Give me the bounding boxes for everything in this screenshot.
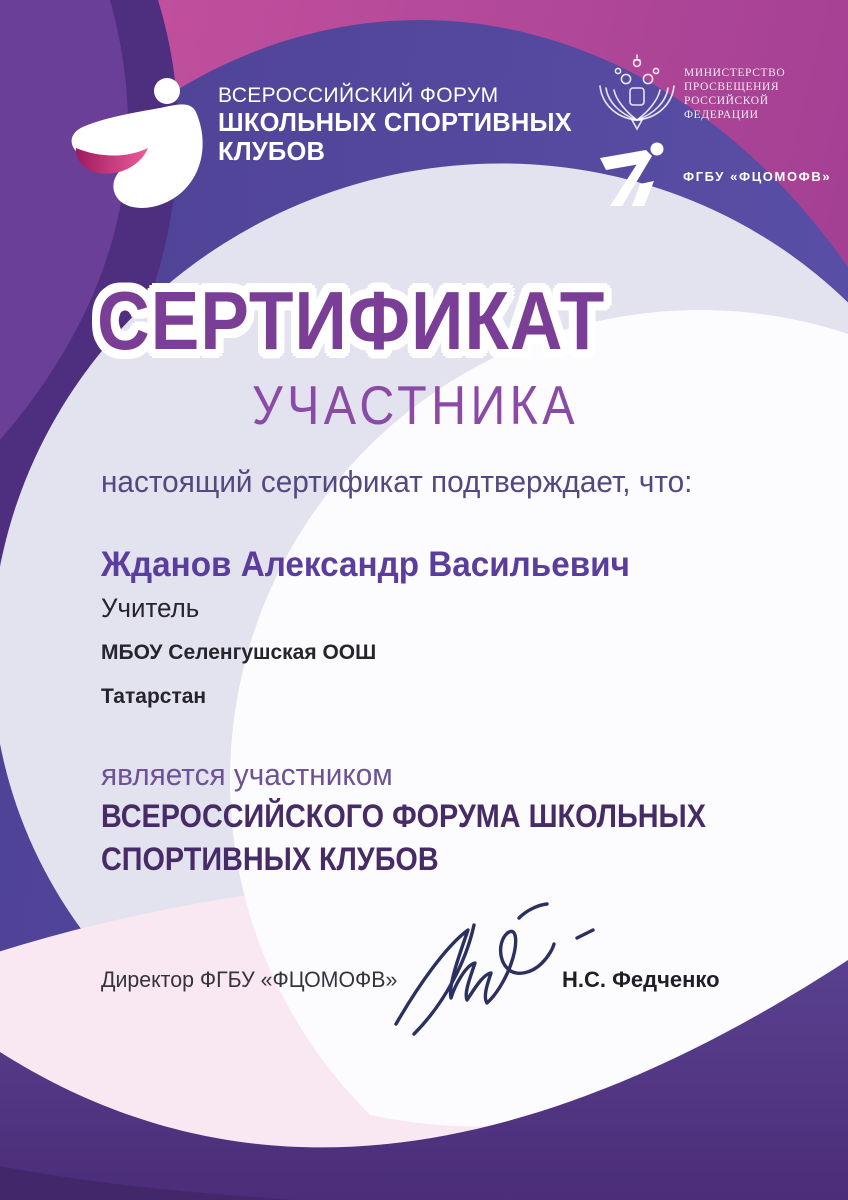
event-name-line2: СПОРТИВНЫХ КЛУБОВ	[101, 841, 439, 877]
fcomofv-label: ФГБУ «ФЦОМОФВ»	[683, 169, 832, 184]
forum-logo-line1: ВСЕРОССИЙСКИЙ ФОРУМ	[218, 84, 499, 107]
participation-lead: является участником	[101, 757, 393, 792]
ministry-line3: РОССИЙСКОЙ	[684, 95, 769, 107]
signer-name: Н.С. Федченко	[562, 967, 720, 992]
forum-logo-line3: КЛУБОВ	[218, 138, 326, 166]
certificate-subtitle: УЧАСТНИКА	[252, 374, 579, 436]
event-name-line1: ВСЕРОССИЙСКОГО ФОРУМА ШКОЛЬНЫХ	[101, 798, 706, 834]
forum-logo-text	[218, 83, 572, 167]
ministry-line4: ФЕДЕРАЦИИ	[684, 109, 759, 121]
recipient-role: Учитель	[101, 593, 200, 623]
recipient-organization: МБОУ Селенгушская ООШ	[101, 641, 377, 664]
forum-logo-line2: ШКОЛЬНЫХ СПОРТИВНЫХ	[218, 109, 572, 137]
signer-position: Директор ФГБУ «ФЦОМОФВ»	[101, 967, 398, 992]
ministry-line2: ПРОСВЕЩЕНИЯ	[684, 81, 780, 93]
ministry-caption	[684, 66, 785, 122]
certificate-title: СЕРТИФИКАТ	[97, 274, 606, 367]
recipient-name: Жданов Александр Васильевич	[101, 545, 630, 584]
recipient-region: Татарстан	[101, 685, 207, 708]
confirmation-statement: настоящий сертификат подтверждает, что:	[101, 464, 693, 499]
ministry-line1: МИНИСТЕРСТВО	[684, 67, 786, 79]
